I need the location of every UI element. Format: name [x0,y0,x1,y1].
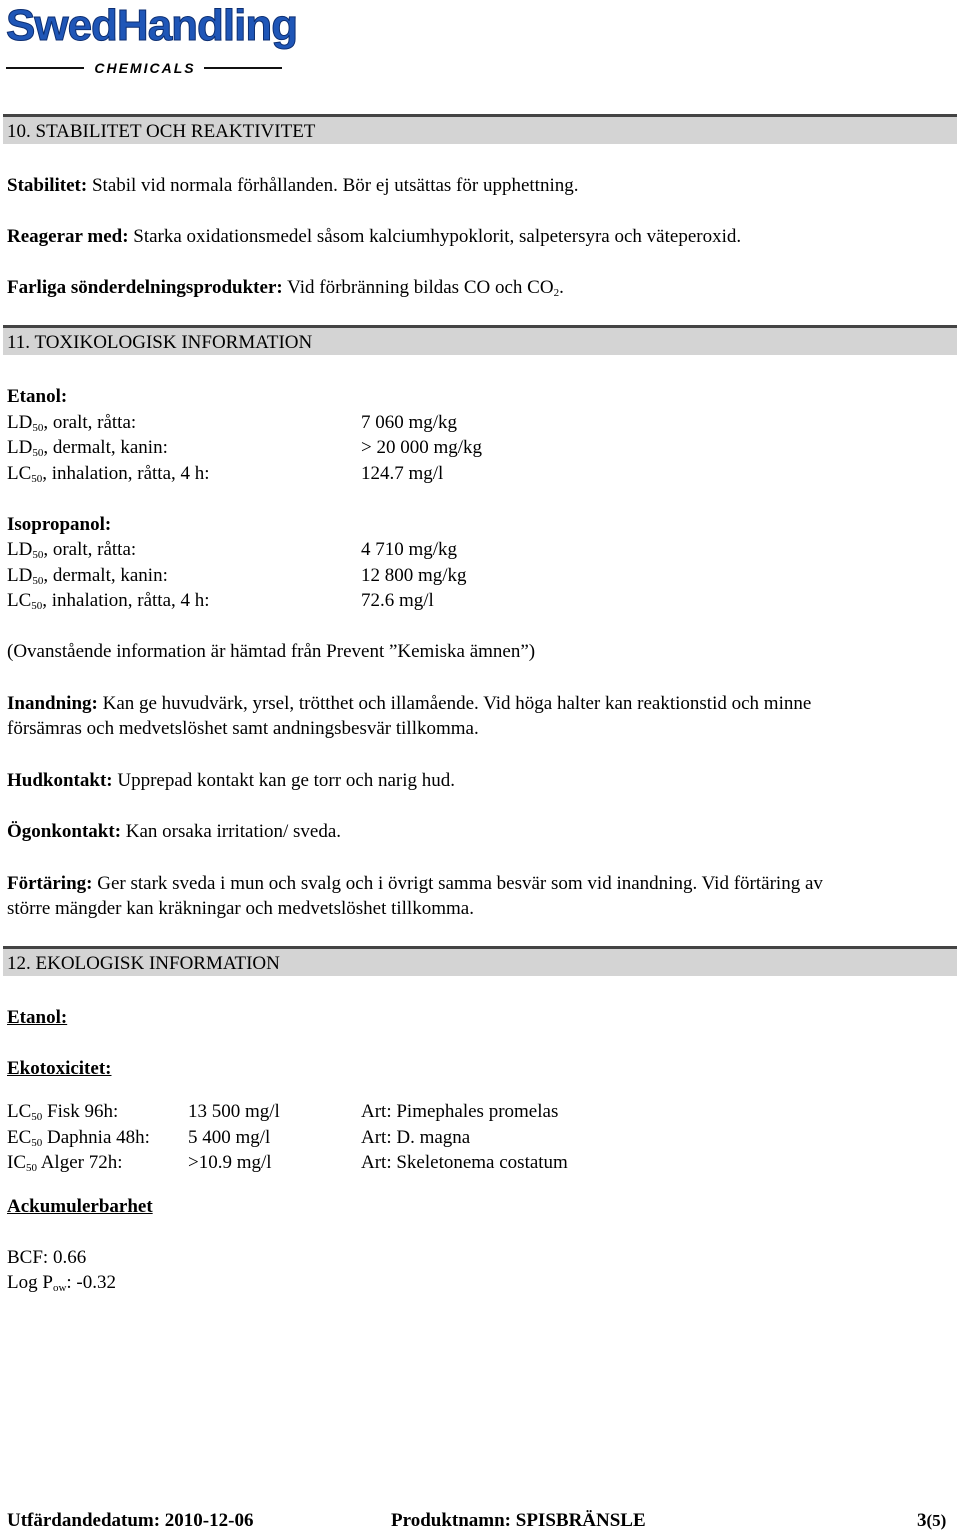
tox-row-label: $LC_{50}$, inhalation, råtta, 4 h: [7,590,210,612]
tox-row-value: 124.7 mg/l [361,463,444,484]
ecotox-row-label: $IC_{50}$ Alger 72h: [7,1152,123,1174]
eye-contact-text: Kan orsaka irritation/ sveda. [125,821,342,842]
footer-issue-date: Utfärdandedatum: 2010-12-06 [7,1510,254,1531]
ecotox-row-species: Art: Pimephales promelas [361,1101,559,1122]
ecotox-row-label: $LC_{50}$ Fisk 96h: [7,1101,119,1123]
skin-contact-text: Upprepad kontakt kan ge torr och narig hud. [117,770,456,791]
ingestion-label: Förtäring: [7,873,93,894]
stability-text: Stabil vid normala förhållanden. Bör ej utsättas för upphettning. [91,175,579,196]
section-11-title: 11. TOXIKOLOGISK INFORMATION [7,332,313,353]
company-logo [6,1,298,76]
footer-product-name: Produktnamn: SPISBRÄNSLE [391,1510,646,1531]
ecotox-row-value: 5 400 mg/l [188,1127,271,1148]
section-12-header [3,946,957,976]
ingestion-line-2: större mängder kan kräkningar och medvetslöshet tillkomma. [7,898,474,919]
tox-row-value: 4 710 mg/kg [361,539,458,560]
ecotox-heading: Ekotoxicitet: [7,1058,112,1079]
bcf-value: BCF: 0.66 [7,1247,87,1268]
stability-label: Stabilitet: [7,175,88,196]
section-10-title: 10. STABILITET OCH REAKTIVITET [7,121,316,142]
substance-ethanol-name: Etanol: [7,386,68,407]
accumulation-heading: Ackumulerbarhet [7,1196,153,1217]
skin-contact-label: Hudkontakt: [7,770,113,791]
section-11-header [3,325,957,355]
logo-rule-left [6,67,84,69]
reacts-text: Starka oxidationsmedel såsom kalciumhypoklorit, salpetersyra och väteperoxid. [133,226,742,247]
ecotox-row-species: Art: D. magna [361,1127,471,1148]
inhalation-text: Kan ge huvudvärk, yrsel, trötthet och illamående. Vid höga halter kan reaktionstid och minne [102,693,812,714]
section-10-header [3,114,957,144]
section-12-title: 12. EKOLOGISK INFORMATION [7,953,280,974]
tox-row-label: $LC_{50}$, inhalation, råtta, 4 h: [7,463,210,485]
inhalation-line-2: försämras och medvetslöshet samt andningsbesvär tillkomma. [7,718,479,739]
footer-page-number: 3(5) [917,1510,947,1531]
ecotox-row-label: $EC_{50}$ Daphnia 48h: [7,1127,150,1149]
decomposition-subscript: 2 [553,287,560,299]
logo-subline: CHEMICALS [94,60,196,76]
skin-contact-line [7,771,455,790]
eco-substance-name: Etanol: [7,1007,68,1028]
logo-wordmark: SwedHandling [6,1,298,50]
tox-row-label: $LD_{50}$, oralt, råtta: [7,412,137,434]
decomposition-end: . [559,277,564,298]
tox-row-value: 7 060 mg/kg [361,412,458,433]
substance-isopropanol-name: Isopropanol: [7,514,112,535]
inhalation-label: Inandning: [7,693,98,714]
decomposition-line [7,278,564,297]
ecotox-row-value: >10.9 mg/l [188,1152,272,1173]
eye-contact-line [7,822,341,841]
logo-subline-row [6,60,282,76]
decomposition-text: Vid förbränning bildas CO och CO [287,277,554,298]
ingestion-line-1 [7,874,823,893]
stability-line [7,176,578,195]
tox-row-label: $LD_{50}$, dermalt, kanin: [7,565,168,587]
tox-row-label: $LD_{50}$, oralt, råtta: [7,539,137,561]
ecotox-row-species: Art: Skeletonema costatum [361,1152,568,1173]
tox-row-label: $LD_{50}$, dermalt, kanin: [7,437,168,459]
tox-row-value: 72.6 mg/l [361,590,434,611]
tox-row-value: > 20 000 mg/kg [361,437,483,458]
reacts-label: Reagerar med: [7,226,129,247]
log-pow-value: Log $P_{ow}$: -0.32 [7,1272,116,1294]
ecotox-row-value: 13 500 mg/l [188,1101,280,1122]
eye-contact-label: Ögonkontakt: [7,821,122,842]
source-note: (Ovanstående information är hämtad från Prevent ”Kemiska ämnen”) [7,641,536,662]
reacts-line [7,227,741,246]
ingestion-text: Ger stark sveda i mun och svalg och i övrigt samma besvär som vid inandning. Vid förtäring av [97,873,823,894]
logo-rule-right [204,67,282,69]
tox-row-value: 12 800 mg/kg [361,565,467,586]
decomposition-label: Farliga sönderdelningsprodukter: [7,277,283,298]
inhalation-line-1 [7,694,811,713]
